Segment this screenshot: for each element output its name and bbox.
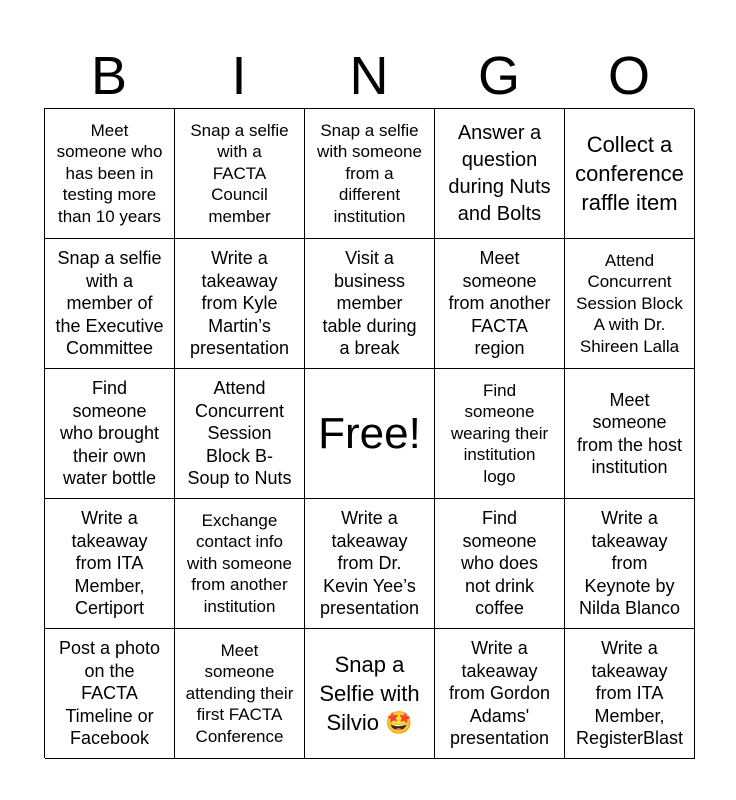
bingo-cell-text: Exchange contact info with someone from another institution — [187, 510, 292, 616]
bingo-cell-text: Attend Concurrent Session Block B- Soup to Nuts — [187, 378, 292, 489]
bingo-grid — [44, 108, 694, 758]
bingo-cell-text: Post a photo on the FACTA Timeline or Facebook — [58, 638, 161, 749]
header-letter-n: N — [349, 46, 389, 106]
bingo-cell-text: Snap a Selfie with Silvio 🤩 — [319, 652, 420, 735]
bingo-cell-text: Write a takeaway from Gordon Adams' presentation — [448, 638, 551, 749]
bingo-cell-text: Meet someone who has been in testing more than 10 years — [56, 120, 163, 226]
bingo-cell-text: Find someone wearing their institution logo — [450, 380, 549, 486]
bingo-cell[interactable] — [175, 499, 305, 629]
bingo-cell[interactable] — [175, 629, 305, 759]
header-letter-i: I — [231, 46, 247, 106]
bingo-cell-text: Answer a question during Nuts and Bolts — [448, 121, 551, 225]
bingo-cell[interactable] — [435, 109, 565, 239]
bingo-cell[interactable] — [45, 629, 175, 759]
bingo-cell-text: Attend Concurrent Session Block A with Dr. Shireen Lalla — [576, 250, 683, 356]
bingo-cell[interactable] — [305, 499, 435, 629]
bingo-cell[interactable] — [175, 369, 305, 499]
bingo-cell-text: Find someone who does not drink coffee — [460, 508, 539, 619]
bingo-cell[interactable] — [45, 109, 175, 239]
free-space-label: Free! — [318, 408, 421, 458]
bingo-cell-text: Snap a selfie with a FACTA Council member — [190, 120, 289, 226]
bingo-cell[interactable] — [435, 499, 565, 629]
bingo-cell[interactable] — [305, 109, 435, 239]
header-letter-g: G — [477, 46, 520, 106]
bingo-cell-text: Meet someone attending their first FACTA Conference — [185, 640, 294, 746]
bingo-cell[interactable] — [45, 499, 175, 629]
bingo-cell-text: Snap a selfie with a member of the Executive Committee — [55, 248, 164, 359]
free-space-cell[interactable] — [305, 369, 435, 499]
bingo-cell-text: Meet someone from another FACTA region — [448, 248, 551, 359]
bingo-cell[interactable] — [305, 239, 435, 369]
bingo-cell-text: Meet someone from the host institution — [576, 389, 683, 477]
bingo-cell-text: Write a takeaway from Kyle Martin’s presentation — [189, 248, 290, 359]
bingo-cell-text: Collect a conference raffle item — [575, 132, 684, 215]
header-letter-b: B — [90, 46, 128, 106]
bingo-cell[interactable] — [565, 499, 695, 629]
bingo-cell-text: Write a takeaway from ITA Member, RegisterBlast — [575, 638, 684, 749]
bingo-cell[interactable] — [175, 109, 305, 239]
bingo-cell-text: Write a takeaway from Dr. Kevin Yee’s presentation — [319, 508, 420, 619]
bingo-cell[interactable] — [565, 239, 695, 369]
bingo-cell[interactable] — [435, 629, 565, 759]
bingo-cell-text: Find someone who brought their own water bottle — [59, 378, 160, 489]
bingo-cell-text: Write a takeaway from ITA Member, Certiport — [71, 508, 148, 619]
bingo-cell[interactable] — [565, 629, 695, 759]
header-letter-o: O — [607, 46, 650, 106]
bingo-cell[interactable] — [565, 369, 695, 499]
bingo-cell[interactable] — [305, 629, 435, 759]
bingo-cell[interactable] — [45, 239, 175, 369]
bingo-cell[interactable] — [565, 109, 695, 239]
bingo-header — [44, 44, 694, 108]
bingo-cell[interactable] — [45, 369, 175, 499]
bingo-cell-text: Write a takeaway from Keynote by Nilda Blanco — [578, 508, 681, 619]
bingo-cell[interactable] — [435, 369, 565, 499]
bingo-cell-text: Snap a selfie with someone from a different institution — [317, 120, 422, 226]
bingo-cell[interactable] — [175, 239, 305, 369]
bingo-cell-text: Visit a business member table during a break — [322, 248, 417, 359]
bingo-cell[interactable] — [435, 239, 565, 369]
